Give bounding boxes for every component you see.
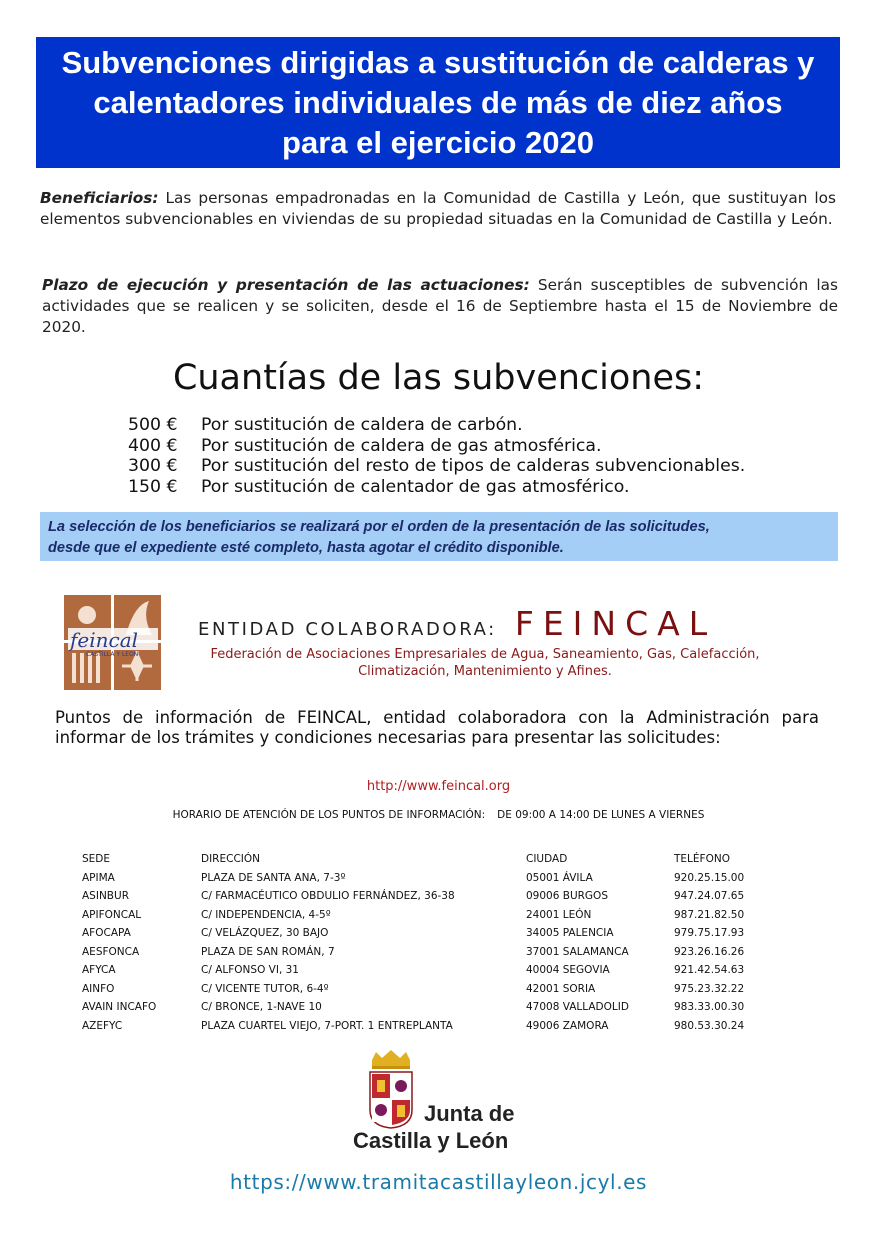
plazo-paragraph — [42, 275, 838, 338]
cell-telefono: 987.21.82.50 — [674, 908, 745, 921]
beneficiarios-text: Las personas empadronadas en la Comunidad de Castilla y León, que sustituyan los elementos subvencionables en viviendas de su propiedad situadas en la Comunidad de Castilla y León. — [40, 189, 836, 228]
tramita-link[interactable]: https://www.tramitacastillayleon.jcyl.es — [229, 1170, 648, 1194]
cell-direccion: PLAZA DE SANTA ANA, 7-3º — [201, 871, 346, 884]
beneficiarios-label: Beneficiarios: — [40, 189, 159, 207]
cell-direccion: PLAZA CUARTEL VIEJO, 7-PORT. 1 ENTREPLANTA — [201, 1019, 453, 1032]
cell-sede: AINFO — [82, 982, 115, 995]
horario — [0, 809, 877, 821]
table-row — [82, 924, 764, 943]
cell-telefono: 923.26.16.26 — [674, 945, 745, 958]
table-row — [82, 943, 764, 962]
cell-direccion: C/ FARMACÉUTICO OBDULIO FERNÁNDEZ, 36-38 — [201, 890, 455, 903]
cell-sede: ASINBUR — [82, 890, 129, 903]
seleccion-line-1: La selección de los beneficiarios se realizará por el orden de la presentación de las solicitudes, — [48, 519, 710, 535]
title-banner — [36, 37, 840, 168]
cell-telefono: 921.42.54.63 — [674, 964, 745, 977]
header-sede: SEDE — [82, 853, 111, 866]
plazo-label: Plazo de ejecución y presentación de las actuaciones: — [42, 276, 530, 294]
amount-value: 500 € — [128, 415, 178, 435]
cell-telefono: 979.75.17.93 — [674, 927, 745, 940]
jcyl-line-1: Junta de — [424, 1101, 515, 1126]
cell-telefono: 983.33.00.30 — [674, 1001, 745, 1014]
table-row — [82, 1017, 764, 1036]
table-row — [82, 906, 764, 925]
cell-ciudad: 09006 BURGOS — [526, 890, 608, 903]
header-ciudad: CIUDAD — [526, 853, 568, 866]
header-telefono: TELÉFONO — [674, 853, 730, 866]
cell-ciudad: 05001 ÁVILA — [526, 871, 593, 884]
amount-row — [128, 415, 745, 436]
table-row — [82, 961, 764, 980]
cell-ciudad: 37001 SALAMANCA — [526, 945, 629, 958]
cuantias-heading: Cuantías de las subvenciones: — [172, 358, 705, 398]
cell-sede: APIMA — [82, 871, 115, 884]
amount-desc: Por sustitución del resto de tipos de calderas subvencionables. — [201, 456, 746, 476]
cell-direccion: C/ ALFONSO VI, 31 — [201, 964, 299, 977]
cell-sede: AFYCA — [82, 964, 116, 977]
feincal-link[interactable]: http://www.feincal.org — [366, 779, 511, 794]
cell-sede: AESFONCA — [82, 945, 140, 958]
entidad-colaboradora — [198, 604, 716, 643]
feincal-logo-subtext: CASTILLA Y LEON — [86, 651, 139, 658]
table-header-row — [82, 850, 764, 869]
cell-ciudad: 24001 LEÓN — [526, 908, 592, 921]
amount-value: 300 € — [128, 456, 178, 476]
cell-direccion: C/ VICENTE TUTOR, 6-4º — [201, 982, 329, 995]
table-row — [82, 998, 764, 1017]
cell-direccion: C/ BRONCE, 1-NAVE 10 — [201, 1001, 322, 1014]
amount-desc: Por sustitución de caldera de gas atmosférica. — [201, 435, 602, 456]
entidad-label: ENTIDAD COLABORADORA: — [198, 619, 497, 640]
header-direccion: DIRECCIÓN — [201, 853, 260, 866]
cell-ciudad: 42001 SORIA — [526, 982, 596, 995]
cell-sede: AFOCAPA — [82, 927, 131, 940]
cell-ciudad: 49006 ZAMORA — [526, 1019, 609, 1032]
cell-telefono: 920.25.15.00 — [674, 871, 745, 884]
amount-row — [128, 436, 745, 457]
plazo-text: Serán susceptibles de subvención las actividades que se realicen y se soliciten, desde el 16 de Septiembre hasta el 15 de Noviembre de 2020. — [42, 276, 838, 336]
table-row — [82, 869, 764, 888]
cell-sede: APIFONCAL — [82, 908, 142, 921]
table-row — [82, 980, 764, 999]
amount-desc: Por sustitución de caldera de carbón. — [201, 415, 523, 435]
cell-direccion: PLAZA DE SAN ROMÁN, 7 — [201, 945, 335, 958]
amount-desc: Por sustitución de calentador de gas atmosférico. — [201, 476, 630, 497]
horario-value: DE 09:00 A 14:00 DE LUNES A VIERNES — [497, 809, 705, 821]
amounts-list — [128, 415, 745, 497]
horario-label: HORARIO DE ATENCIÓN DE LOS PUNTOS DE INFORMACIÓN: — [172, 809, 486, 821]
amount-value: 150 € — [128, 476, 178, 497]
seleccion-line-2: desde que el expediente esté completo, hasta agotar el crédito disponible. — [48, 540, 564, 556]
cell-ciudad: 34005 PALENCIA — [526, 927, 614, 940]
jcyl-line-2: Castilla y León — [353, 1128, 509, 1153]
cell-direccion: C/ INDEPENDENCIA, 4-5º — [201, 908, 331, 921]
page-title: Subvenciones dirigidas a sustitución de calderas y calentadores individuales de más de diez años para el ejercicio 2020 — [61, 44, 815, 160]
beneficiarios-paragraph — [40, 188, 836, 230]
cell-ciudad: 40004 SEGOVIA — [526, 964, 610, 977]
federacion-description: Federación de Asociaciones Empresariales de Agua, Saneamiento, Gas, Calefacción, Climatización, Mantenimiento y Afines. — [210, 647, 760, 679]
cell-telefono: 980.53.30.24 — [674, 1019, 745, 1032]
table-row — [82, 887, 764, 906]
cell-ciudad: 47008 VALLADOLID — [526, 1001, 629, 1014]
cell-telefono: 947.24.07.65 — [674, 890, 745, 903]
feincal-logo-text: feincal — [70, 628, 139, 652]
puntos-informacion-text: Puntos de información de FEINCAL, entidad colaboradora con la Administración para informar de los trámites y condiciones necesarias para presentar las solicitudes: — [55, 708, 819, 747]
cell-telefono: 975.23.32.22 — [674, 982, 745, 995]
seleccion-notice — [40, 512, 838, 561]
feincal-logo — [64, 595, 161, 690]
cell-sede: AVAIN INCAFO — [82, 1001, 157, 1014]
cell-sede: AZEFYC — [82, 1019, 123, 1032]
entidad-name: FEINCAL — [514, 604, 717, 643]
amount-row — [128, 456, 745, 477]
amount-row — [128, 477, 745, 498]
sedes-table — [82, 850, 764, 1035]
cell-direccion: C/ VELÁZQUEZ, 30 BAJO — [201, 927, 329, 940]
jcyl-shield-icon — [366, 1050, 416, 1130]
amount-value: 400 € — [128, 435, 178, 456]
